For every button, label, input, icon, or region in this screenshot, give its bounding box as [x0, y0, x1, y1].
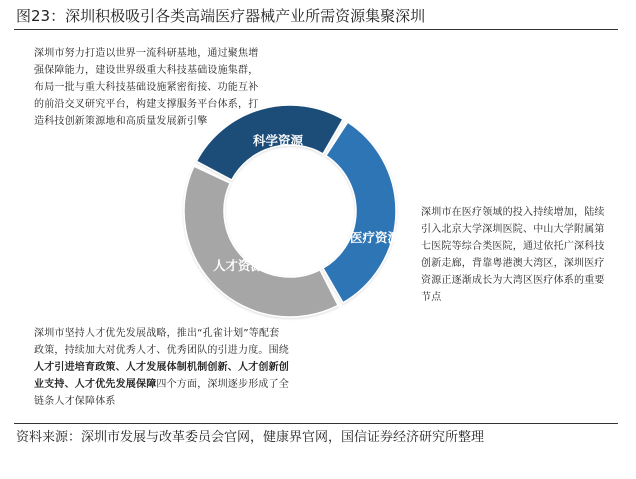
- talent-resources-segment: [184, 166, 338, 317]
- talent-text-line: [34, 393, 304, 410]
- medical-text-line: 资源正逐渐成长为大湾区医疗体系的重要: [421, 275, 605, 286]
- source-note: 资料来源：深圳市发展与改革委员会官网，健康界官网，国信证券经济研究所整理: [16, 430, 485, 445]
- science-text-line: 强保障能力，建设世界级重大科技基础设施集群，: [34, 65, 259, 76]
- medical-resources-label: 医疗资源: [349, 230, 401, 245]
- title-divider: [14, 29, 618, 30]
- talent-resources-label: 人才资源: [212, 258, 264, 273]
- talent-resources-description: [34, 325, 304, 410]
- science-text-line: 深圳市努力打造以世界一流科研基地，通过聚焦增: [34, 48, 259, 59]
- science-resources-label: 科学资源: [252, 133, 304, 148]
- medical-text-line: 引入北京大学深圳医院、中山大学附属第: [421, 224, 605, 235]
- talent-text-line: [34, 325, 304, 342]
- medical-text-line: 创新走廊，背靠粤港澳大湾区，深圳医疗: [421, 258, 605, 269]
- talent-text: 链条人才保障体系: [34, 396, 116, 407]
- medical-text-line: 深圳市在医疗领域的投入持续增加，陆续: [421, 207, 605, 218]
- figure-title: 图23：深圳积极吸引各类高端医疗器械产业所需资源集聚深圳: [16, 7, 426, 25]
- medical-text-line: 节点: [421, 292, 442, 303]
- medical-resources-description: [421, 204, 621, 306]
- talent-text: 政策，持续加大对优秀人才、优秀团队的引进力度。围绕: [34, 345, 289, 356]
- science-text-line: 的前沿交叉研究平台，构建支撑服务平台体系，打: [34, 99, 259, 110]
- talent-text-line: [34, 342, 304, 359]
- source-divider: [14, 423, 618, 424]
- resource-cycle-ring: [170, 100, 410, 322]
- talent-text-emphasis: 人才引进培育政策、人才发展体制机制创新、人才创新创: [34, 362, 289, 373]
- medical-text-line: 七医院等综合类医院，通过依托广深科技: [421, 241, 605, 252]
- talent-text-line: [34, 376, 304, 393]
- science-text-line: 造科技创新策源地和高质量发展新引擎: [34, 116, 208, 127]
- talent-text: 四个方面，深圳逐步形成了全: [156, 379, 290, 390]
- science-text-line: 布局一批与重大科技基础设施紧密衔接、功能互补: [34, 82, 259, 93]
- medical-resources-segment: [323, 122, 396, 303]
- talent-text-line: [34, 359, 304, 376]
- talent-text-emphasis: 业支持、人才优先发展保障: [34, 379, 157, 390]
- talent-text: 深圳市坚持人才优先发展战略，推出“孔雀计划”等配套: [34, 328, 280, 339]
